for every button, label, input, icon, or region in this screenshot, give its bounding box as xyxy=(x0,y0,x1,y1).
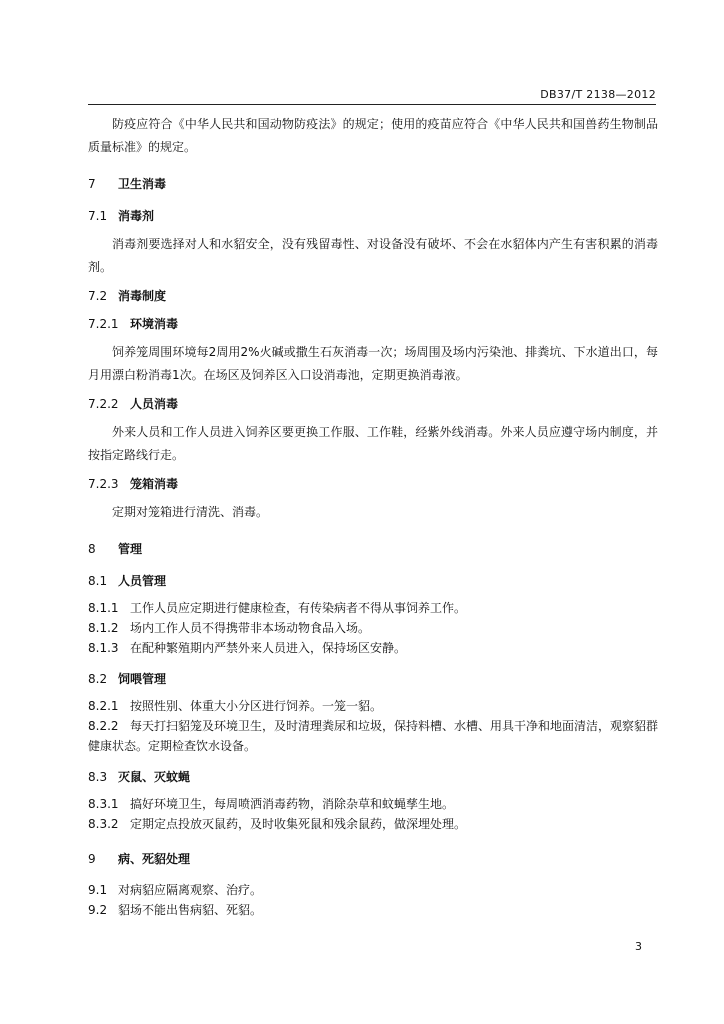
page-number: 3 xyxy=(635,940,642,953)
list-item-8-1-3: 8.1.3 在配种繁殖期内严禁外来人员进入，保持场区安静。 xyxy=(88,641,407,655)
list-item-8-2-2: 8.2.2 每天打扫貂笼及环境卫生，及时清理粪尿和垃圾，保持料槽、水槽、用具干净和地面清洁，观察貂群健康状态。定期检查饮水设备。 xyxy=(88,719,659,753)
list-item-8-3-1: 8.3.1 搞好环境卫生，每周喷洒消毒药物，消除杂草和蚊蝇孳生地。 xyxy=(88,797,455,811)
section-heading-7-2-1: 7.2.1 环境消毒 xyxy=(88,317,179,331)
list-item-9-1: 9.1 对病貂应隔离观察、治疗。 xyxy=(88,883,263,897)
section-heading-8-3: 8.3 灭鼠、灭蚊蝇 xyxy=(88,770,191,784)
section-heading-8: 8 管理 xyxy=(88,542,143,556)
list-item-8-3-2: 8.3.2 定期定点投放灭鼠药，及时收集死鼠和残余鼠药，做深埋处理。 xyxy=(88,817,467,831)
section-heading-9: 9 病、死貂处理 xyxy=(88,852,191,866)
section-heading-7-2-2: 7.2.2 人员消毒 xyxy=(88,397,179,411)
paragraph-7-2-2: 外来人员和工作人员进入饲养区要更换工作服、工作鞋，经紫外线消毒。外来人员应遵守场内制度，并按指定路线行走。 xyxy=(88,425,658,462)
intro-paragraph: 防疫应符合《中华人民共和国动物防疫法》的规定；使用的疫苗应符合《中华人民共和国兽药生物制品质量标准》的规定。 xyxy=(88,117,658,154)
section-heading-8-1: 8.1 人员管理 xyxy=(88,574,167,588)
header-divider xyxy=(88,104,656,105)
section-heading-7-2-3: 7.2.3 笼箱消毒 xyxy=(88,477,179,491)
paragraph-7-1: 消毒剂要选择对人和水貂安全，没有残留毒性、对设备没有破坏、不会在水貂体内产生有害积累的消毒剂。 xyxy=(88,237,658,274)
list-item-9-2: 9.2 貂场不能出售病貂、死貂。 xyxy=(88,903,263,917)
section-heading-7-1: 7.1 消毒剂 xyxy=(88,209,155,223)
paragraph-7-2-1: 饲养笼周围环境每2周用2%火碱或撒生石灰消毒一次；场周围及场内污染池、排粪坑、下水道出口，每月用漂白粉消毒1次。在场区及饲养区入口设消毒池，定期更换消毒液。 xyxy=(88,345,658,382)
section-heading-7-2: 7.2 消毒制度 xyxy=(88,289,167,303)
list-item-8-2-1: 8.2.1 按照性别、体重大小分区进行饲养。一笼一貂。 xyxy=(88,699,383,713)
standard-code: DB37/T 2138—2012 xyxy=(540,88,656,101)
list-item-8-1-1: 8.1.1 工作人员应定期进行健康检查，有传染病者不得从事饲养工作。 xyxy=(88,601,467,615)
paragraph-7-2-3: 定期对笼箱进行清洗、消毒。 xyxy=(112,505,269,519)
section-heading-8-2: 8.2 饲喂管理 xyxy=(88,672,167,686)
page-content xyxy=(88,113,658,920)
list-item-8-1-2: 8.1.2 场内工作人员不得携带非本场动物食品入场。 xyxy=(88,621,371,635)
section-heading-7: 7 卫生消毒 xyxy=(88,177,167,191)
